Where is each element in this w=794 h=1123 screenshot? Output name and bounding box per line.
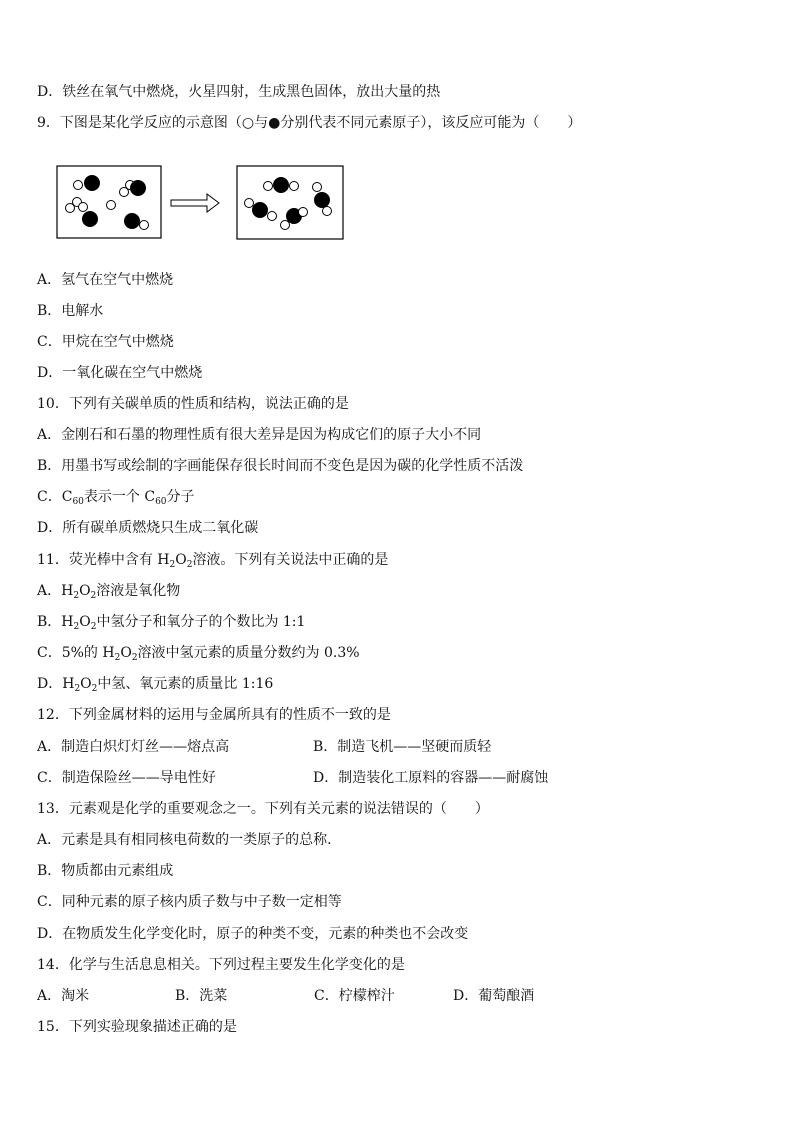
question-15-stem: 15．下列实验现象描述正确的是 (37, 1019, 237, 1035)
option-d-previous: D．铁丝在氧气中燃烧，火星四射，生成黑色固体，放出大量的热 (37, 84, 441, 100)
white-atom (264, 182, 273, 191)
question-13-option-c: C．同种元素的原子核内质子数与中子数一定相等 (37, 894, 342, 910)
reaction-diagram (56, 162, 356, 244)
question-14-option-d: D．葡萄酿酒 (453, 988, 535, 1004)
question-12-option-c: C．制造保险丝——导电性好 (37, 770, 216, 786)
black-atom (125, 214, 140, 229)
white-atom (268, 212, 277, 221)
white-atom (107, 201, 116, 210)
question-10-stem: 10．下列有关碳单质的性质和结构，说法正确的是 (37, 396, 349, 412)
question-13-option-a: A．元素是具有相同核电荷数的一类原子的总称. (37, 832, 332, 848)
question-13-option-d: D．在物质发生化学变化时，原子的种类不变，元素的种类也不会改变 (37, 926, 469, 942)
white-atom (79, 203, 88, 212)
question-13-stem: 13．元素观是化学的重要观念之一。下列有关元素的说法错误的（ ） (37, 801, 489, 817)
white-atom (290, 182, 299, 191)
question-14-option-c: C．柠檬榨汁 (314, 988, 395, 1004)
question-14-option-b: B．洗菜 (175, 988, 228, 1004)
question-11-option-a: A．$H_2O_2$溶液是氧化物 (37, 583, 181, 601)
question-11-stem: 11．荧光棒中含有 $H_2O_2$溶液。下列有关说法中正确的是 (37, 552, 389, 570)
question-10-option-c: C．$C_{60}$表示一个 $C_{60}$分子 (37, 489, 195, 507)
question-12-option-b: B．制造飞机——坚硬而质轻 (313, 739, 492, 755)
question-9-stem: 9．下图是某化学反应的示意图（○与●分别代表不同元素原子），该反应可能为（ ） (37, 115, 582, 131)
question-9-option-c: C．甲烷在空气中燃烧 (37, 334, 174, 350)
question-12-option-d: D．制造装化工原料的容器——耐腐蚀 (313, 770, 549, 786)
white-atom (74, 181, 83, 190)
question-9-option-b: B．电解水 (37, 303, 104, 319)
black-atom (253, 203, 268, 218)
white-atom (313, 183, 322, 192)
question-12-stem: 12．下列金属材料的运用与金属所具有的性质不一致的是 (37, 707, 391, 723)
reactants-box (57, 166, 161, 238)
black-atom (131, 181, 146, 196)
question-14-option-a: A．淘米 (37, 988, 90, 1004)
black-atom (83, 212, 98, 227)
black-atom (274, 178, 289, 193)
question-10-option-d: D．所有碳单质燃烧只生成二氧化碳 (37, 520, 259, 536)
white-atom (299, 208, 308, 217)
question-10-option-a: A．金刚石和石墨的物理性质有很大差异是因为构成它们的原子大小不同 (37, 427, 482, 443)
question-10-option-b: B．用墨书写或绘制的字画能保存很长时间而不变色是因为碳的化学性质不活泼 (37, 458, 524, 474)
question-11-option-b: B．$H_2O_2$中氢分子和氧分子的个数比为 1:1 (37, 614, 306, 632)
question-14-stem: 14．化学与生活息息相关。下列过程主要发生化学变化的是 (37, 957, 405, 973)
black-atom (315, 193, 330, 208)
white-atom (140, 221, 149, 230)
question-12-option-a: A．制造白炽灯灯丝——熔点高 (37, 739, 230, 755)
products-box (237, 166, 343, 239)
white-atom (245, 199, 254, 208)
question-11-option-d: D．$H_2O_2$中氢、氧元素的质量比 1:16 (37, 676, 274, 694)
white-atom (323, 207, 332, 216)
black-atom (85, 176, 100, 191)
question-9-option-a: A．氢气在空气中燃烧 (37, 272, 174, 288)
arrow-icon (171, 194, 219, 212)
white-atom (281, 221, 290, 230)
question-9-option-d: D．一氧化碳在空气中燃烧 (37, 365, 203, 381)
question-13-option-b: B．物质都由元素组成 (37, 863, 174, 879)
question-11-option-c: C．5%的 $H_2O_2$溶液中氢元素的质量分数约为 0.3% (37, 645, 360, 663)
